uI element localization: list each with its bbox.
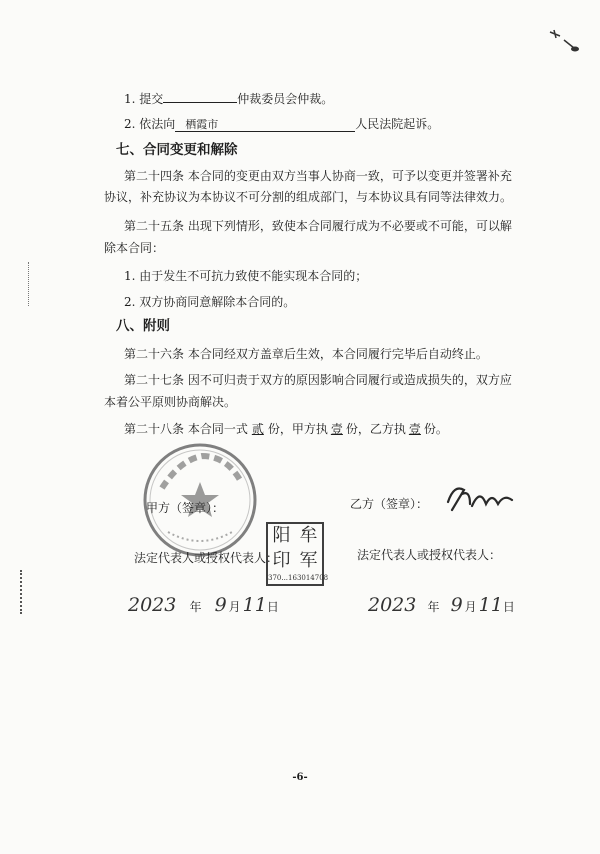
arbitration-clause-1: 1. 提交 仲裁委员会仲裁。 bbox=[124, 92, 334, 106]
seal-char-1: 阳 bbox=[272, 525, 291, 546]
party-a-signature-label: 甲方（签章）： bbox=[146, 501, 225, 515]
seal-char-4: 军 bbox=[299, 550, 318, 571]
personal-seal bbox=[266, 522, 329, 586]
court-location-blank: 栖霞市 bbox=[175, 119, 355, 132]
party-b-signature-label: 乙方（签章）： bbox=[350, 497, 429, 511]
arbitration-committee-blank bbox=[163, 90, 237, 103]
party-a-representative-label: 法定代表人或授权代表人： bbox=[134, 551, 279, 565]
article-25-line-2: 除本合同： bbox=[104, 241, 165, 255]
margin-punch-mark-upper bbox=[28, 262, 31, 306]
article-26: 第二十六条 本合同经双方盖章后生效，本合同履行完毕后自动终止。 bbox=[124, 347, 488, 361]
section-7-heading: 七、合同变更和解除 bbox=[116, 142, 238, 158]
copies-total: 贰 bbox=[251, 422, 264, 436]
corner-scan-mark bbox=[548, 28, 582, 56]
margin-punch-mark-lower bbox=[20, 570, 26, 614]
seal-char-3: 印 bbox=[272, 550, 291, 571]
party-a-date: 2023 年 9 月 11日 bbox=[128, 594, 279, 616]
copies-party-b: 壹 bbox=[408, 422, 421, 436]
party-b-handwritten-signature bbox=[440, 480, 520, 516]
party-b-date: 2023 年 9 月 11日 bbox=[368, 594, 515, 616]
article-28: 第二十八条 本合同一式 贰 份，甲方执 壹 份，乙方执 壹 份。 bbox=[124, 422, 448, 436]
article-25-item-1: 1. 由于发生不可抗力致使不能实现本合同的； bbox=[124, 269, 368, 283]
article-25-line-1: 第二十五条 出现下列情形，致使本合同履行成为不必要或不可能，可以解 bbox=[124, 219, 512, 233]
seal-number: 370...163014708 bbox=[268, 574, 329, 582]
article-27-line-1: 第二十七条 因不可归责于双方的原因影响合同履行或造成损失的，双方应 bbox=[124, 373, 512, 387]
article-25-item-2: 2. 双方协商同意解除本合同的。 bbox=[124, 295, 296, 309]
page-number: -6- bbox=[292, 772, 308, 783]
copies-party-a: 壹 bbox=[330, 422, 343, 436]
article-24-line-2: 协议，补充协议为本协议不可分割的组成部门，与本协议具有同等法律效力。 bbox=[104, 190, 513, 204]
seal-char-2: 牟 bbox=[299, 525, 318, 546]
article-24-line-1: 第二十四条 本合同的变更由双方当事人协商一致，可予以变更并签署补充 bbox=[124, 169, 512, 183]
arbitration-clause-2: 2. 依法向 栖霞市 人民法院起诉。 bbox=[124, 117, 440, 131]
article-27-line-2: 本着公平原则协商解决。 bbox=[104, 395, 237, 409]
party-b-representative-label: 法定代表人或授权代表人： bbox=[357, 548, 502, 562]
section-8-heading: 八、附则 bbox=[116, 318, 170, 334]
